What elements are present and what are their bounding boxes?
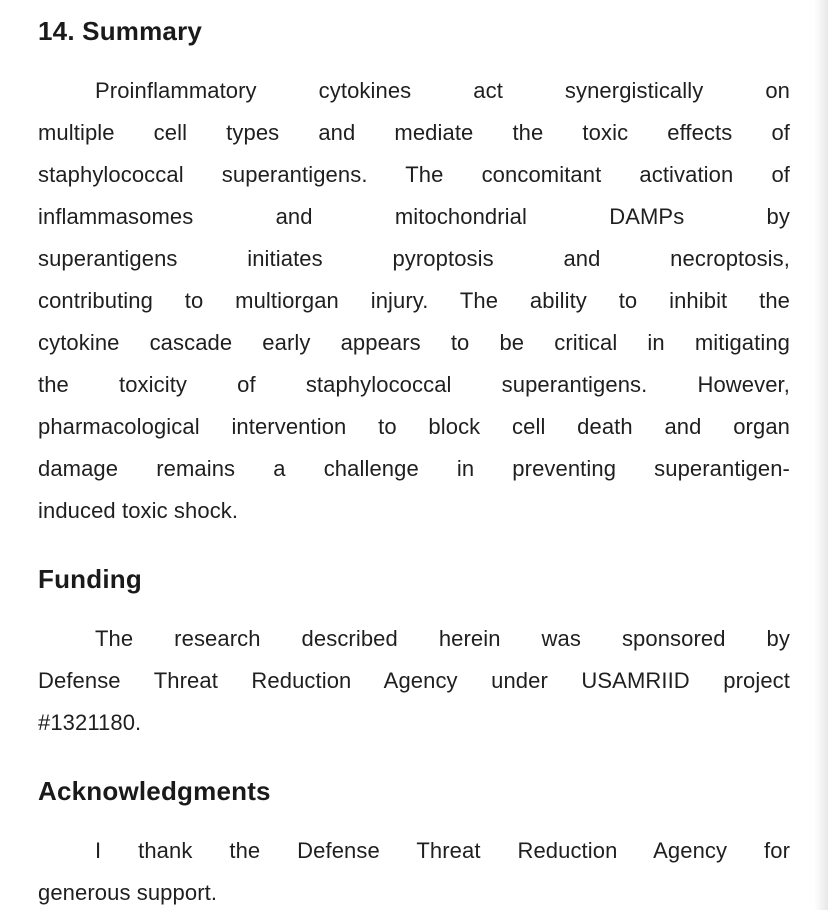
section-acknowledgments bbox=[38, 776, 790, 910]
text-line: Proinflammatory cytokines act synergistically on bbox=[95, 78, 790, 103]
section-funding bbox=[38, 564, 790, 744]
text-line: induced toxic shock. bbox=[38, 498, 239, 523]
acknowledgments-heading: Acknowledgments bbox=[38, 776, 271, 806]
text-line: I thank the Defense Threat Reduction Agency for bbox=[95, 838, 790, 863]
text-line: multiple cell types and mediate the toxic effects of bbox=[38, 120, 790, 145]
text-line: contributing to multiorgan injury. The ability to inhibit the bbox=[38, 288, 790, 313]
funding-heading: Funding bbox=[38, 564, 142, 594]
text-line: cytokine cascade early appears to be critical in mitigating bbox=[38, 330, 790, 355]
text-line: staphylococcal superantigens. The concomitant activation of bbox=[38, 162, 790, 187]
text-line: pharmacological intervention to block cell death and organ bbox=[38, 414, 790, 439]
text-line: The research described herein was sponsored by bbox=[95, 626, 790, 651]
summary-heading: 14. Summary bbox=[38, 16, 203, 46]
text-line: the toxicity of staphylococcal superantigens. However, bbox=[38, 372, 790, 397]
text-line: generous support. bbox=[38, 880, 218, 905]
page-edge-shadow bbox=[814, 0, 828, 910]
text-line: Defense Threat Reduction Agency under USAMRIID project bbox=[38, 668, 790, 693]
text-line: #1321180. bbox=[38, 710, 142, 735]
text-line: superantigens initiates pyroptosis and necroptosis, bbox=[38, 246, 790, 271]
text-line: damage remains a challenge in preventing superantigen- bbox=[38, 456, 790, 481]
text-line: inflammasomes and mitochondrial DAMPs by bbox=[38, 204, 790, 229]
acknowledgments-paragraph bbox=[38, 830, 790, 910]
funding-paragraph bbox=[38, 618, 790, 744]
section-summary bbox=[38, 16, 790, 532]
summary-paragraph bbox=[38, 70, 790, 532]
